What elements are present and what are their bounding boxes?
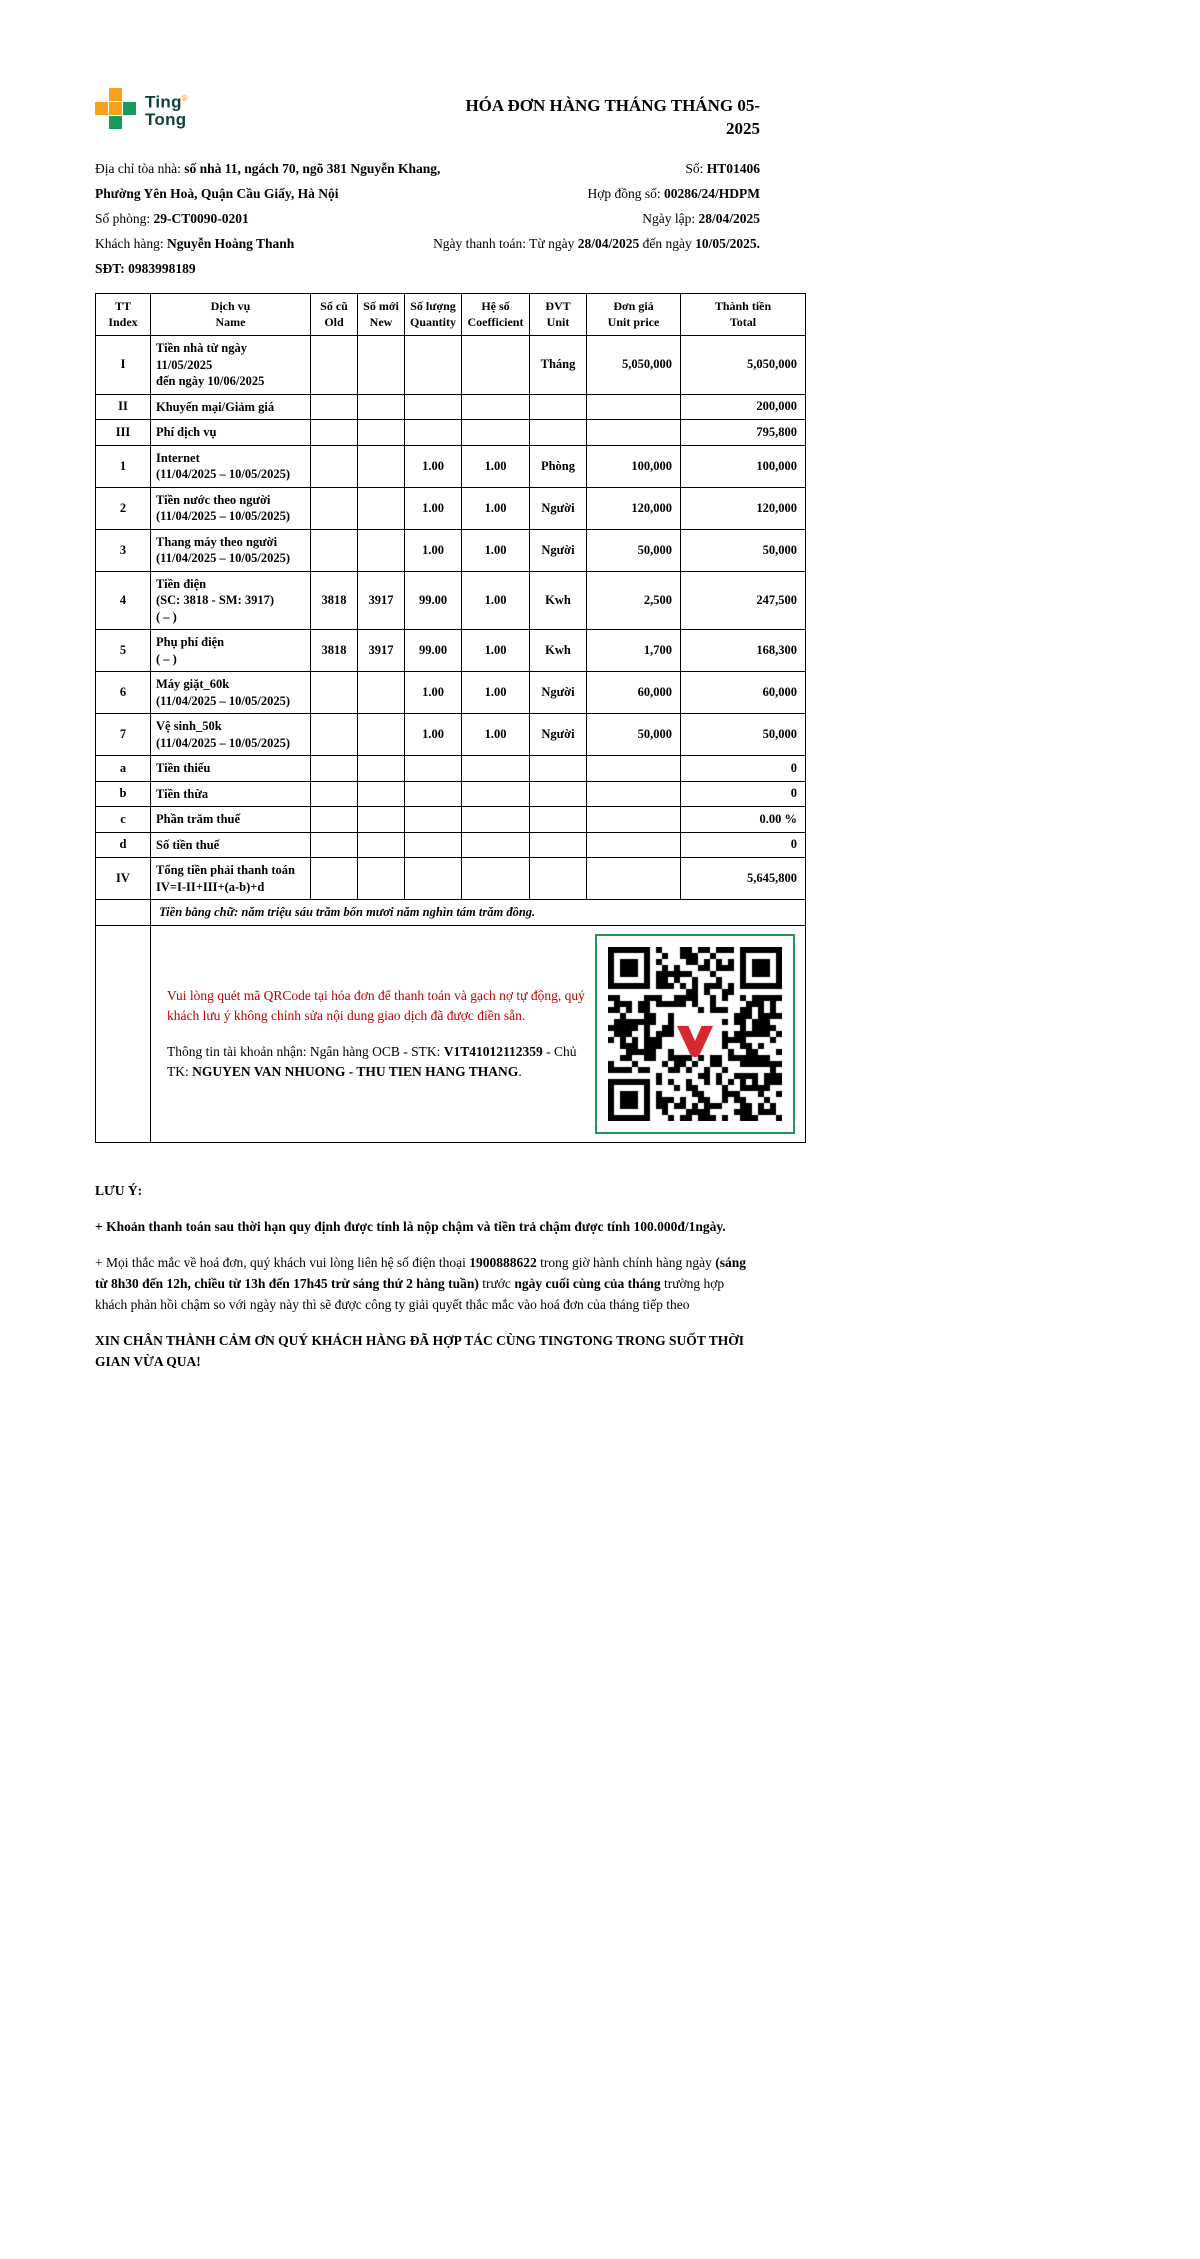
cell-coeff (462, 756, 530, 782)
notes-section (95, 1181, 750, 1372)
cell-coeff (462, 420, 530, 446)
cell-old (311, 394, 358, 420)
cell-service: Tiền nước theo người (11/04/2025 – 10/05/2025) (151, 487, 311, 529)
cell-service: Phí dịch vụ (151, 420, 311, 446)
cell-index: 7 (96, 714, 151, 756)
table-row (96, 529, 806, 571)
cell-new (358, 420, 405, 446)
logo-pixel (95, 102, 108, 115)
cell-unit (530, 394, 587, 420)
cell-index: II (96, 394, 151, 420)
cell-service: Phụ phí điện ( – ) (151, 630, 311, 672)
cell-old (311, 445, 358, 487)
cell-new (358, 714, 405, 756)
cell-unit (530, 781, 587, 807)
cell-price (587, 832, 681, 858)
cell-qty: 1.00 (405, 487, 462, 529)
customer-phone: SĐT: 0983998189 (95, 261, 196, 276)
col-header-unit-price: Đơn giá Unit price (587, 294, 681, 336)
cell-index: 1 (96, 445, 151, 487)
cell-index (96, 900, 151, 926)
cell-index: 5 (96, 630, 151, 672)
cell-price (587, 781, 681, 807)
qr-payment-cell (151, 926, 806, 1143)
cell-old (311, 420, 358, 446)
table-row (96, 714, 806, 756)
cell-index: III (96, 420, 151, 446)
logo-pixel (109, 116, 122, 129)
cell-new (358, 672, 405, 714)
cell-unit: Người (530, 714, 587, 756)
charges-table (95, 293, 806, 1143)
cell-service: Vệ sinh_50k (11/04/2025 – 10/05/2025) (151, 714, 311, 756)
cell-index: 3 (96, 529, 151, 571)
issue-date: Ngày lập: 28/04/2025 (642, 211, 760, 226)
cell-service: Tiền thiếu (151, 756, 311, 782)
cell-total: 50,000 (681, 529, 806, 571)
table-row (96, 571, 806, 630)
cell-unit: Kwh (530, 571, 587, 630)
cell-unit: Người (530, 529, 587, 571)
cell-index: d (96, 832, 151, 858)
payment-period: Ngày thanh toán: Từ ngày 28/04/2025 đến ngày 10/05/2025. (433, 236, 760, 251)
cell-coeff: 1.00 (462, 487, 530, 529)
cell-service: Tiền điện (SC: 3818 - SM: 3917) ( – ) (151, 571, 311, 630)
cell-coeff (462, 781, 530, 807)
cell-unit (530, 756, 587, 782)
vietqr-logo-icon (674, 1023, 716, 1061)
table-row (96, 445, 806, 487)
logo-pixel (109, 88, 122, 101)
cell-qty (405, 807, 462, 833)
cell-qty: 99.00 (405, 630, 462, 672)
cell-old (311, 832, 358, 858)
cell-qty: 99.00 (405, 571, 462, 630)
table-row (96, 487, 806, 529)
table-row (96, 336, 806, 395)
col-header-service: Dịch vụ Name (151, 294, 311, 336)
col-header-old: Số cũ Old (311, 294, 358, 336)
cell-index: I (96, 336, 151, 395)
cell-old (311, 756, 358, 782)
table-row (96, 420, 806, 446)
col-header-quantity: Số lượng Quantity (405, 294, 462, 336)
late-fee-note: + Khoản thanh toán sau thời hạn quy định được tính là nộp chậm và tiền trả chậm được tính 100.000đ/1ngày. (95, 1219, 726, 1235)
cell-coeff (462, 336, 530, 395)
cell-price: 100,000 (587, 445, 681, 487)
cell-index: b (96, 781, 151, 807)
cell-price: 50,000 (587, 529, 681, 571)
cell-new: 3917 (358, 571, 405, 630)
cell-qty: 1.00 (405, 714, 462, 756)
invoice-number: Số: HT01406 (685, 161, 760, 176)
cell-service: Internet (11/04/2025 – 10/05/2025) (151, 445, 311, 487)
table-header-row (96, 294, 806, 336)
tingtong-logo-text (145, 90, 188, 128)
col-header-coefficient: Hệ số Coefficient (462, 294, 530, 336)
cell-price: 120,000 (587, 487, 681, 529)
cell-service: Tiền thừa (151, 781, 311, 807)
cell-old (311, 714, 358, 756)
cell-new (358, 832, 405, 858)
table-row (96, 394, 806, 420)
amount-in-words: Tiền bằng chữ: năm triệu sáu trăm bốn mươi năm nghìn tám trăm đồng. (151, 900, 806, 926)
building-address-line2: Phường Yên Hoà, Quận Cầu Giấy, Hà Nội (95, 186, 339, 201)
cell-qty: 1.00 (405, 445, 462, 487)
cell-total: 795,800 (681, 420, 806, 446)
cell-index: 6 (96, 672, 151, 714)
cell-qty (405, 781, 462, 807)
thank-you-note: XIN CHÂN THÀNH CẢM ƠN QUÝ KHÁCH HÀNG ĐÃ HỢP TÁC CÙNG TINGTONG TRONG SUỐT THỜI GIAN VỪA QUA! (95, 1332, 744, 1369)
col-header-total: Thành tiền Total (681, 294, 806, 336)
cell-qty (405, 756, 462, 782)
cell-qty (405, 336, 462, 395)
cell-new (358, 336, 405, 395)
cell-unit: Người (530, 487, 587, 529)
cell-old: 3818 (311, 630, 358, 672)
cell-total: 0 (681, 781, 806, 807)
table-row (96, 672, 806, 714)
cell-old (311, 858, 358, 900)
cell-coeff (462, 832, 530, 858)
cell-index: a (96, 756, 151, 782)
cell-coeff (462, 807, 530, 833)
cell-new (358, 394, 405, 420)
table-row (96, 756, 806, 782)
qr-code (595, 934, 795, 1134)
brand-tong: Tong (145, 109, 187, 129)
col-header-unit: ĐVT Unit (530, 294, 587, 336)
cell-total: 247,500 (681, 571, 806, 630)
cell-total: 60,000 (681, 672, 806, 714)
cell-new (358, 858, 405, 900)
cell-coeff: 1.00 (462, 630, 530, 672)
cell-old (311, 336, 358, 395)
cell-old (311, 781, 358, 807)
cell-old (311, 529, 358, 571)
cell-total: 50,000 (681, 714, 806, 756)
table-row (96, 832, 806, 858)
cell-service: Máy giặt_60k (11/04/2025 – 10/05/2025) (151, 672, 311, 714)
cell-price (587, 858, 681, 900)
cell-price: 50,000 (587, 714, 681, 756)
cell-price (587, 394, 681, 420)
cell-qty (405, 420, 462, 446)
cell-total: 0 (681, 832, 806, 858)
cell-price (587, 807, 681, 833)
cell-unit: Người (530, 672, 587, 714)
cell-service: Tổng tiền phải thanh toán IV=I-II+III+(a-b)+d (151, 858, 311, 900)
tingtong-logo-icon (95, 88, 137, 130)
page-title: HÓA ĐƠN HÀNG THÁNG THÁNG 05- 2025 (465, 96, 760, 138)
room-number: Số phòng: 29-CT0090-0201 (95, 211, 249, 226)
cell-total: 168,300 (681, 630, 806, 672)
contact-note: + Mọi thắc mắc về hoá đơn, quý khách vui lòng liên hệ số điện thoại 1900888622 trong giờ hành chính hàng ngày (sáng từ 8h30 đến 12h, chiều từ 13h đến 17h45 trừ sáng thứ 2 hàng tuần) trước ngày cuối cùng của tháng trường hợp khách phản hồi chậm so với ngày này thì sẽ được công ty giải quyết thắc mắc vào hoá đơn của tháng tiếp theo (95, 1255, 747, 1312)
cell-qty (405, 394, 462, 420)
contract-number: Hợp đồng số: 00286/24/HDPM (587, 186, 760, 201)
cell-unit (530, 807, 587, 833)
cell-unit: Kwh (530, 630, 587, 672)
registered-mark: ® (181, 94, 188, 104)
cell-service: Thang máy theo người (11/04/2025 – 10/05/2025) (151, 529, 311, 571)
table-row (96, 781, 806, 807)
cell-grand-total: 5,645,800 (681, 858, 806, 900)
qr-payment-row (96, 926, 806, 1143)
col-header-index: TT Index (96, 294, 151, 336)
tingtong-logo (95, 88, 188, 130)
cell-index: IV (96, 858, 151, 900)
cell-price: 60,000 (587, 672, 681, 714)
cell-unit: Tháng (530, 336, 587, 395)
cell-new (358, 781, 405, 807)
cell-new (358, 487, 405, 529)
invoice-info (95, 156, 760, 281)
cell-new (358, 445, 405, 487)
cell-coeff (462, 394, 530, 420)
col-header-new: Số mới New (358, 294, 405, 336)
table-row (96, 630, 806, 672)
cell-coeff (462, 858, 530, 900)
cell-unit (530, 420, 587, 446)
table-row-grand-total (96, 858, 806, 900)
cell-coeff: 1.00 (462, 714, 530, 756)
cell-index: 2 (96, 487, 151, 529)
cell-coeff: 1.00 (462, 672, 530, 714)
cell-coeff: 1.00 (462, 445, 530, 487)
cell-service: Số tiền thuế (151, 832, 311, 858)
cell-service: Phần trăm thuế (151, 807, 311, 833)
cell-new (358, 756, 405, 782)
payment-instructions (159, 986, 591, 1083)
cell-service: Tiền nhà từ ngày 11/05/2025 đến ngày 10/06/2025 (151, 336, 311, 395)
cell-total: 0 (681, 756, 806, 782)
account-info: Thông tin tài khoản nhận: Ngân hàng OCB - STK: V1T41012112359 - Chủ TK: NGUYEN VAN NHUONG - THU TIEN HANG THANG. (167, 1044, 577, 1080)
table-row (96, 807, 806, 833)
customer-name: Khách hàng: Nguyễn Hoàng Thanh (95, 236, 295, 251)
cell-qty: 1.00 (405, 672, 462, 714)
cell-price: 2,500 (587, 571, 681, 630)
logo-pixel (123, 102, 136, 115)
cell-unit (530, 858, 587, 900)
cell-new (358, 529, 405, 571)
cell-price (587, 420, 681, 446)
header (95, 88, 805, 140)
cell-old (311, 672, 358, 714)
cell-old: 3818 (311, 571, 358, 630)
cell-index: 4 (96, 571, 151, 630)
cell-qty (405, 832, 462, 858)
cell-index (96, 926, 151, 1143)
cell-qty (405, 858, 462, 900)
cell-price: 1,700 (587, 630, 681, 672)
cell-new: 3917 (358, 630, 405, 672)
amount-in-words-row (96, 900, 806, 926)
cell-price: 5,050,000 (587, 336, 681, 395)
cell-total: 100,000 (681, 445, 806, 487)
cell-qty: 1.00 (405, 529, 462, 571)
cell-total: 5,050,000 (681, 336, 806, 395)
cell-coeff: 1.00 (462, 571, 530, 630)
brand-ting: Ting (145, 92, 182, 112)
notes-title: LƯU Ý: (95, 1183, 143, 1199)
cell-old (311, 487, 358, 529)
cell-index: c (96, 807, 151, 833)
cell-total: 0.00 % (681, 807, 806, 833)
cell-old (311, 807, 358, 833)
cell-total: 120,000 (681, 487, 806, 529)
cell-price (587, 756, 681, 782)
cell-unit: Phòng (530, 445, 587, 487)
building-address: Địa chỉ tòa nhà: số nhà 11, ngách 70, ngõ 381 Nguyễn Khang, (95, 161, 441, 176)
logo-pixel (109, 102, 122, 115)
qr-instruction-text: Vui lòng quét mã QRCode tại hóa đơn để thanh toán và gạch nợ tự động, quý khách lưu ý không chỉnh sửa nội dung giao dịch đã được điền sẵn. (167, 987, 585, 1023)
cell-unit (530, 832, 587, 858)
cell-new (358, 807, 405, 833)
cell-total: 200,000 (681, 394, 806, 420)
cell-coeff: 1.00 (462, 529, 530, 571)
cell-service: Khuyến mại/Giảm giá (151, 394, 311, 420)
